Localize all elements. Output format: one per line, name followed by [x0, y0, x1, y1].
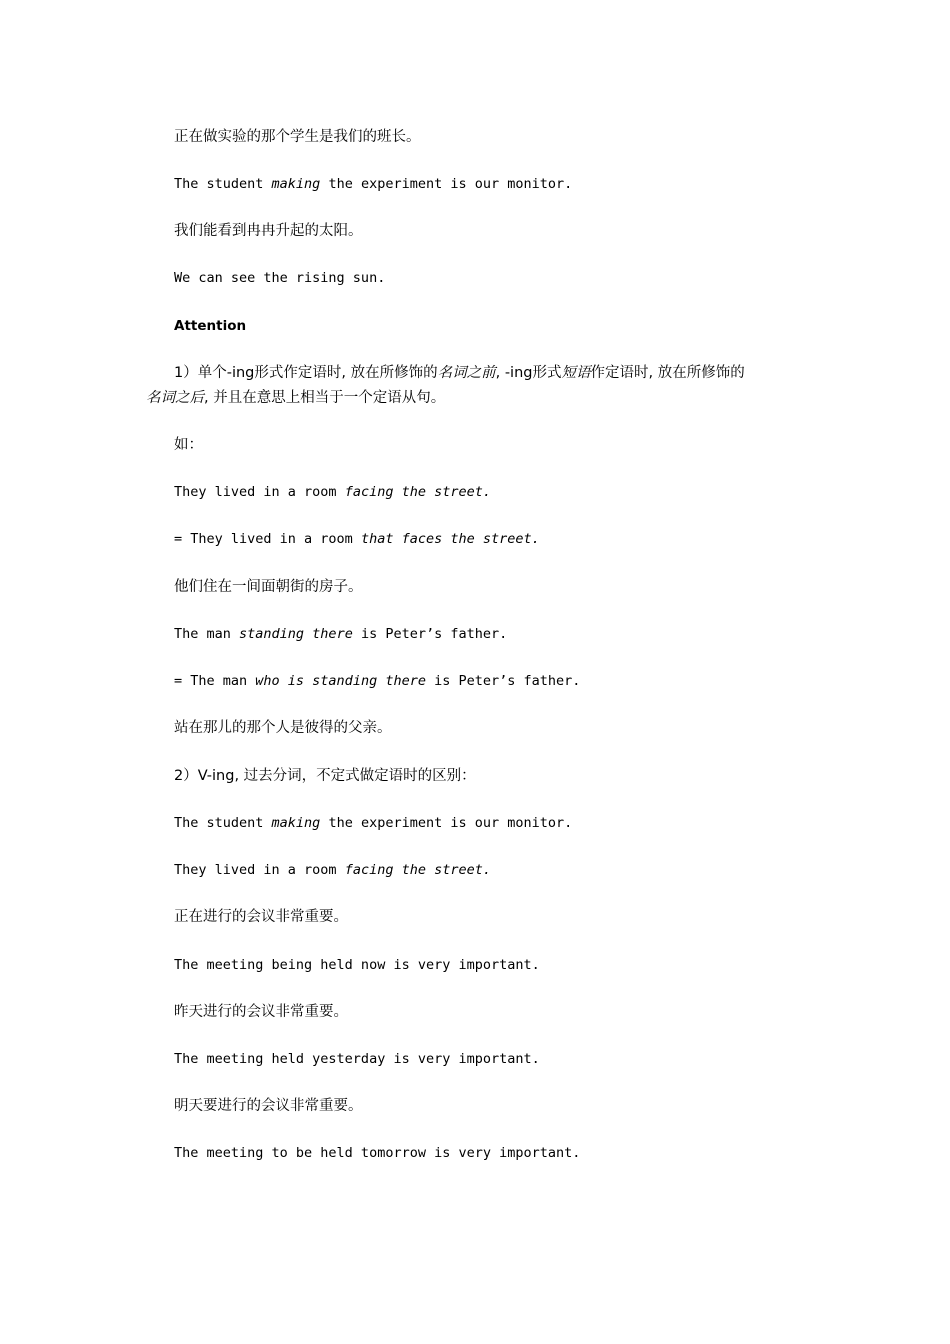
italic-span: standing there	[239, 626, 353, 642]
text-span: The student	[174, 176, 272, 192]
text-line-16	[174, 860, 491, 880]
text-line-15	[174, 813, 572, 833]
text-line-3: 我们能看到冉冉升起的太阳。	[174, 223, 363, 239]
text-line-21: 明天要进行的会议非常重要。	[174, 1098, 363, 1114]
text-span: = They lived in a room	[174, 531, 361, 547]
italic-span: 名词之前	[437, 365, 496, 381]
text-line-2	[174, 174, 572, 194]
text-line-14: 2）V-ing, 过去分词，不定式做定语时的区别：	[174, 768, 476, 784]
heading-attention: Attention	[174, 318, 247, 334]
text-span: the experiment is our monitor.	[320, 176, 573, 192]
text-span: the experiment is our monitor.	[320, 815, 573, 831]
text-span: , -ing形式	[495, 365, 562, 381]
text-line-6	[174, 363, 745, 383]
text-span: They lived in a room	[174, 862, 345, 878]
text-line-4: We can see the rising sun.	[174, 270, 386, 286]
text-span: is Peter’s father.	[352, 626, 508, 642]
text-line-7: 如：	[174, 437, 203, 453]
text-line-10: 他们住在一间面朝街的房子。	[174, 579, 363, 595]
text-span: The student	[174, 815, 272, 831]
text-span: , 并且在意思上相当于一个定语从句。	[204, 390, 446, 406]
text-line-20: The meeting held yesterday is very important.	[174, 1051, 540, 1067]
text-line-17: 正在进行的会议非常重要。	[174, 909, 348, 925]
italic-span: making	[271, 815, 321, 831]
italic-span: facing the street.	[344, 862, 491, 878]
italic-span: that faces the street.	[360, 531, 540, 547]
text-line-19: 昨天进行的会议非常重要。	[174, 1004, 348, 1020]
text-line-22: The meeting to be held tomorrow is very important.	[174, 1145, 581, 1161]
text-line-13: 站在那儿的那个人是彼得的父亲。	[174, 720, 392, 736]
text-span: They lived in a room	[174, 484, 345, 500]
text-span: = The man	[174, 673, 256, 689]
text-line-6b	[146, 388, 445, 408]
italic-span: 短语	[561, 365, 591, 381]
text-line-9	[174, 529, 540, 549]
italic-span: 名词之后	[146, 390, 204, 406]
text-line-18: The meeting being held now is very important.	[174, 957, 540, 973]
text-line-11	[174, 624, 507, 644]
text-line-1: 正在做实验的那个学生是我们的班长。	[174, 129, 421, 145]
text-span: 1）单个-ing形式作定语时, 放在所修饰的	[174, 365, 438, 381]
text-line-8	[174, 482, 491, 502]
text-span: 作定语时, 放在所修饰的	[590, 365, 745, 381]
text-line-12	[174, 671, 580, 691]
italic-span: facing the street.	[344, 484, 491, 500]
italic-span: who is standing there	[255, 673, 426, 689]
text-span: is Peter’s father.	[425, 673, 581, 689]
text-span: The man	[174, 626, 240, 642]
italic-span: making	[271, 176, 321, 192]
